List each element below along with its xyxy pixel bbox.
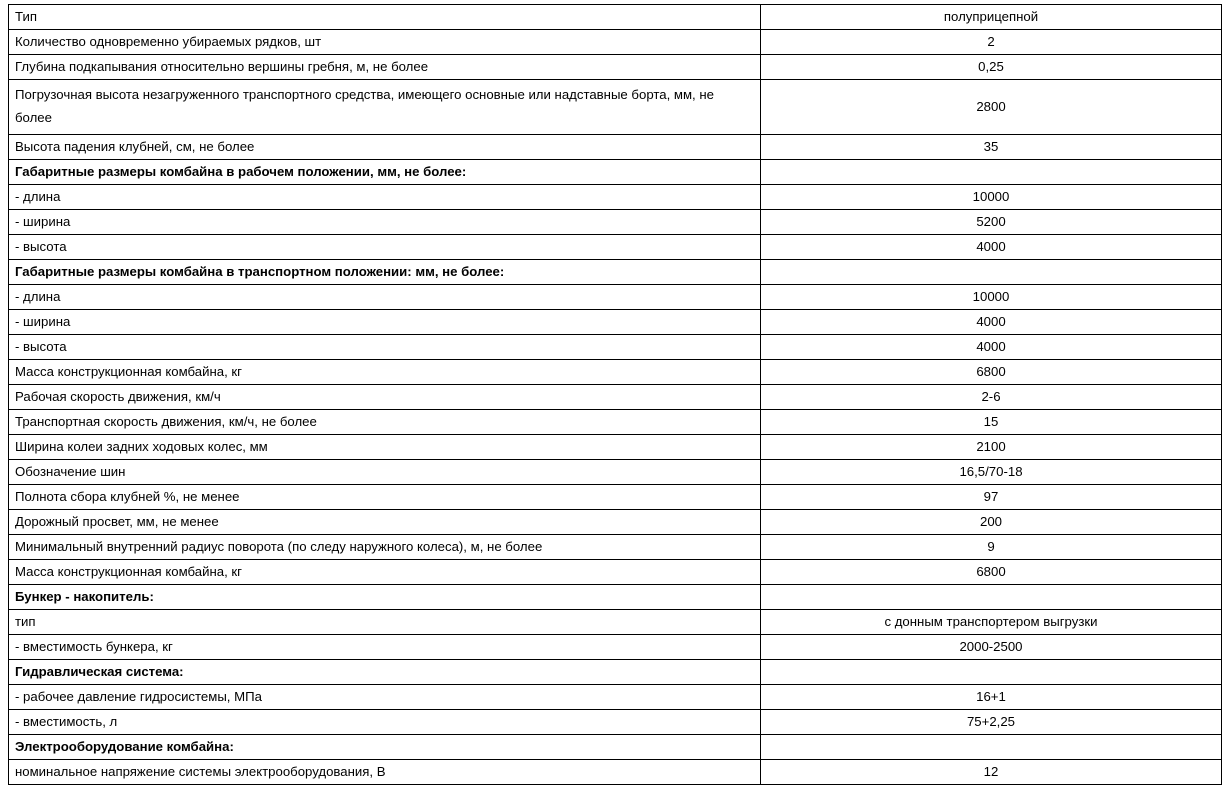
- table-row: [9, 410, 1222, 435]
- value-cell: 10000: [761, 185, 1222, 210]
- parameter-cell: Ширина колеи задних ходовых колес, мм: [9, 435, 761, 460]
- parameter-cell: - вместимость, л: [9, 710, 761, 735]
- table-row: [9, 360, 1222, 385]
- value-cell: 15: [761, 410, 1222, 435]
- table-row: [9, 710, 1222, 735]
- table-row: [9, 660, 1222, 685]
- parameter-cell: Высота падения клубней, см, не более: [9, 135, 761, 160]
- table-row: [9, 5, 1222, 30]
- table-row: [9, 335, 1222, 360]
- value-cell: 4000: [761, 310, 1222, 335]
- value-cell: [761, 735, 1222, 760]
- table-row: [9, 760, 1222, 785]
- table-row: [9, 435, 1222, 460]
- table-row: [9, 185, 1222, 210]
- table-row: [9, 285, 1222, 310]
- parameter-cell: Транспортная скорость движения, км/ч, не более: [9, 410, 761, 435]
- parameter-cell: - длина: [9, 185, 761, 210]
- parameter-cell: Масса конструкционная комбайна, кг: [9, 560, 761, 585]
- value-cell: 4000: [761, 235, 1222, 260]
- table-row: [9, 260, 1222, 285]
- parameter-cell: Обозначение шин: [9, 460, 761, 485]
- table-row: [9, 560, 1222, 585]
- value-cell: 4000: [761, 335, 1222, 360]
- table-row: [9, 610, 1222, 635]
- table-row: [9, 585, 1222, 610]
- parameter-cell: - высота: [9, 335, 761, 360]
- table-row: [9, 160, 1222, 185]
- value-cell: 75+2,25: [761, 710, 1222, 735]
- table-row: [9, 385, 1222, 410]
- value-cell: 35: [761, 135, 1222, 160]
- parameter-cell: тип: [9, 610, 761, 635]
- value-cell: [761, 160, 1222, 185]
- parameter-cell: - вместимость бункера, кг: [9, 635, 761, 660]
- value-cell: 12: [761, 760, 1222, 785]
- value-cell: 6800: [761, 360, 1222, 385]
- parameter-cell: Погрузочная высота незагруженного транспортного средства, имеющего основные или надставные борта, мм, не более: [9, 80, 761, 135]
- value-cell: 10000: [761, 285, 1222, 310]
- table-row: [9, 30, 1222, 55]
- table-row: [9, 310, 1222, 335]
- table-row: [9, 485, 1222, 510]
- parameter-cell: Полнота сбора клубней %, не менее: [9, 485, 761, 510]
- value-cell: [761, 660, 1222, 685]
- spec-table-body: [9, 5, 1222, 785]
- parameter-cell: - рабочее давление гидросистемы, МПа: [9, 685, 761, 710]
- value-cell: [761, 260, 1222, 285]
- parameter-cell: Минимальный внутренний радиус поворота (по следу наружного колеса), м, не более: [9, 535, 761, 560]
- specification-table: [8, 4, 1222, 785]
- value-cell: 200: [761, 510, 1222, 535]
- value-cell: 9: [761, 535, 1222, 560]
- parameter-cell: Рабочая скорость движения, км/ч: [9, 385, 761, 410]
- value-cell: с донным транспортером выгрузки: [761, 610, 1222, 635]
- section-header-cell: Электрооборудование комбайна:: [9, 735, 761, 760]
- table-row: [9, 635, 1222, 660]
- section-header-cell: Габаритные размеры комбайна в рабочем положении, мм, не более:: [9, 160, 761, 185]
- value-cell: [761, 585, 1222, 610]
- section-header-cell: Габаритные размеры комбайна в транспортном положении: мм, не более:: [9, 260, 761, 285]
- table-row: [9, 55, 1222, 80]
- section-header-cell: Гидравлическая система:: [9, 660, 761, 685]
- table-row: [9, 210, 1222, 235]
- parameter-cell: Дорожный просвет, мм, не менее: [9, 510, 761, 535]
- value-cell: 97: [761, 485, 1222, 510]
- parameter-cell: номинальное напряжение системы электрооборудования, В: [9, 760, 761, 785]
- table-row: [9, 135, 1222, 160]
- parameter-cell: - ширина: [9, 210, 761, 235]
- section-header-cell: Бункер - накопитель:: [9, 585, 761, 610]
- value-cell: 0,25: [761, 55, 1222, 80]
- parameter-cell: Масса конструкционная комбайна, кг: [9, 360, 761, 385]
- table-row: [9, 460, 1222, 485]
- value-cell: 16+1: [761, 685, 1222, 710]
- value-cell: 6800: [761, 560, 1222, 585]
- value-cell: 16,5/70-18: [761, 460, 1222, 485]
- table-row: [9, 735, 1222, 760]
- value-cell: 2: [761, 30, 1222, 55]
- spec-table-container: [8, 4, 1221, 785]
- value-cell: 2000-2500: [761, 635, 1222, 660]
- value-cell: 2100: [761, 435, 1222, 460]
- table-row: [9, 685, 1222, 710]
- table-row: [9, 235, 1222, 260]
- table-row: [9, 510, 1222, 535]
- parameter-cell: - ширина: [9, 310, 761, 335]
- parameter-cell: Глубина подкапывания относительно вершины гребня, м, не более: [9, 55, 761, 80]
- value-cell: 2-6: [761, 385, 1222, 410]
- value-cell: 5200: [761, 210, 1222, 235]
- value-cell: полуприцепной: [761, 5, 1222, 30]
- parameter-cell: Тип: [9, 5, 761, 30]
- parameter-cell: - высота: [9, 235, 761, 260]
- table-row: [9, 535, 1222, 560]
- table-row: [9, 80, 1222, 135]
- value-cell: 2800: [761, 80, 1222, 135]
- parameter-cell: Количество одновременно убираемых рядков, шт: [9, 30, 761, 55]
- parameter-cell: - длина: [9, 285, 761, 310]
